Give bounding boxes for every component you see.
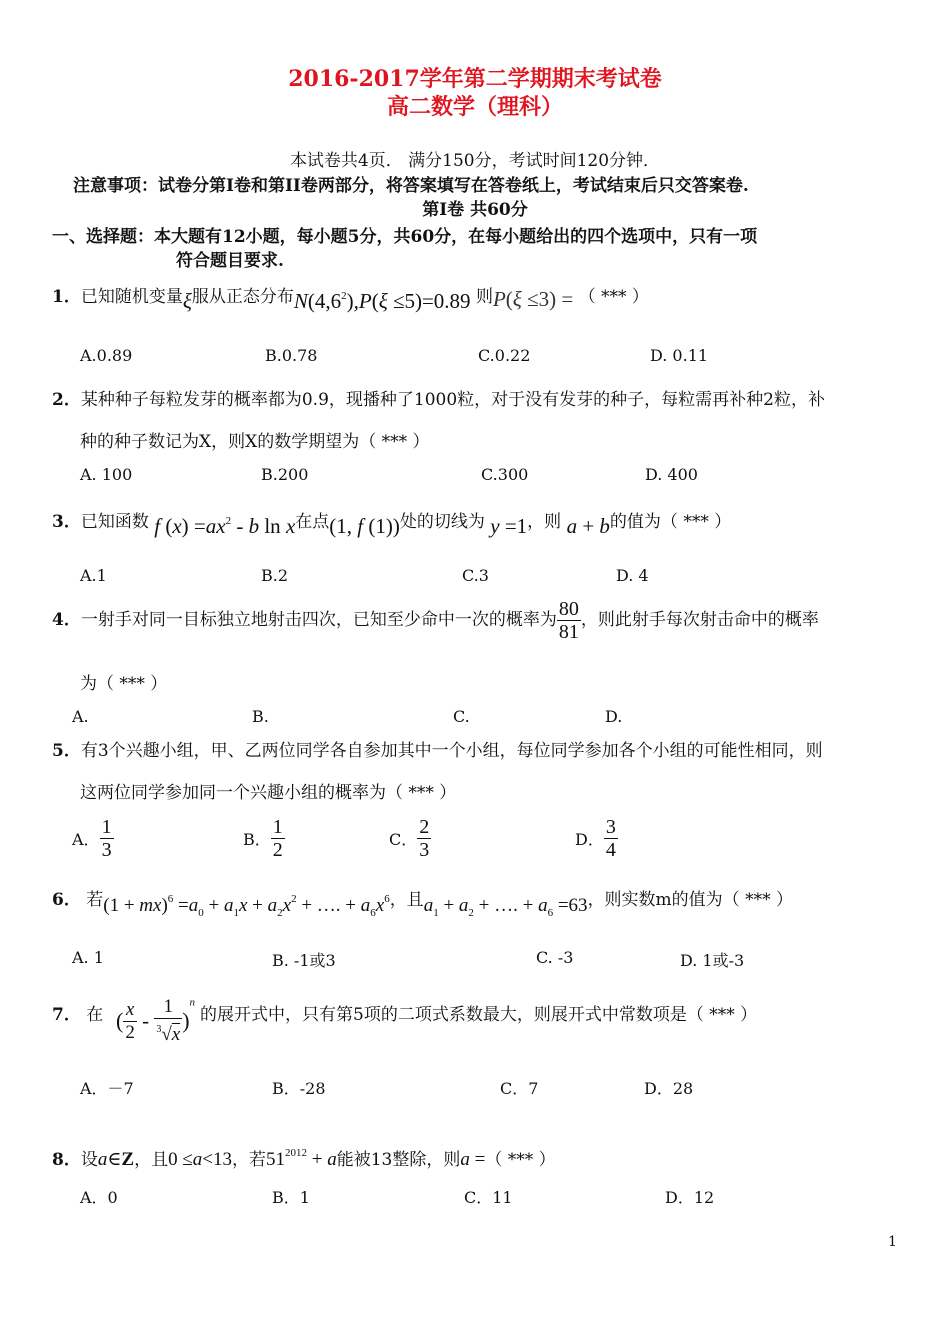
fraction-numerator: 1	[272, 816, 283, 838]
question-text: 有3个兴趣小组，甲、乙两位同学各自参加其中一个小组，每位同学参加各个小组的可能性相同，则	[80, 741, 823, 761]
option-b: B. -1或3	[272, 951, 336, 970]
question-text: 能被13整除，则	[336, 1150, 461, 1170]
question-number: 5．	[52, 741, 81, 761]
question-7-text: 的展开式中，只有第5项的二项式系数最大，则展开式中常数项是（ *** ）	[200, 1005, 758, 1025]
math-expansion: $(1 + mx)^6 =a_0 + a_1x + a_2x^2$ + …. + $a_6x^6$	[103, 893, 390, 919]
question-2-cont: 种的种子数记为X，则X的数学期望为（ *** ）	[80, 432, 430, 452]
math-membership: a∈Z	[97, 1149, 135, 1170]
math-xi: ξ	[182, 289, 192, 313]
math-binomial: ( $\frac{x}{2}$ - $\frac{1}{^3√x}$ )$^n$	[116, 996, 196, 1045]
option-label: B．	[243, 830, 271, 849]
fraction	[271, 816, 285, 861]
option-c: C.3	[462, 566, 489, 585]
option-c: C.300	[481, 465, 529, 484]
math-power: $51^{2012} + a$	[266, 1147, 337, 1170]
question-text: 已知随机变量	[80, 287, 183, 307]
question-number: 2．	[52, 390, 81, 410]
question-text: 已知函数	[80, 512, 149, 532]
question-number: 7．	[52, 1005, 81, 1025]
option-label: A．	[72, 830, 100, 849]
option-a: A. 1	[72, 948, 104, 967]
option-b: B.200	[261, 465, 309, 484]
question-text: ，且	[134, 1150, 169, 1170]
option-a: A. 100	[80, 465, 133, 484]
exam-notice: 注意事项：试卷分第Ⅰ卷和第II卷两部分，将答案填写在答卷纸上，考试结束后只交答案卷.	[73, 176, 749, 196]
question-text: ，且	[389, 890, 424, 910]
exam-title: 2016-2017学年第二学期期末考试卷	[288, 66, 662, 92]
question-text: 某种种子每粒发芽的概率都为0.9，现播种了1000粒，对于没有发芽的种子，每粒需再补种2粒，补	[80, 390, 825, 410]
answer-blank: （ *** ）	[578, 287, 649, 307]
question-text: 的值为（ *** ）	[609, 512, 732, 532]
option-c: C. -3	[536, 948, 574, 967]
question-number: 4．	[52, 610, 81, 630]
option-c: C.	[453, 707, 470, 726]
option-a	[72, 816, 114, 861]
question-text: ，则	[527, 512, 562, 532]
question-2	[52, 385, 825, 410]
question-text: ，则此射手每次射击命中的概率	[580, 610, 819, 630]
question-4-cont: 为（ *** ）	[80, 674, 168, 694]
section-heading-cont: 符合题目要求.	[176, 251, 284, 271]
section-heading: 一、选择题：本大题有12小题，每小题5分，共60分，在每小题给出的四个选项中，只有一项	[52, 227, 758, 247]
question-text: ，若	[232, 1150, 267, 1170]
question-4	[52, 598, 819, 643]
option-d: D.	[605, 707, 623, 726]
math-normal-dist: $N(4,6^2),P(\xi \le 5)=0.89$	[293, 289, 471, 313]
option-a: A.1	[80, 566, 107, 585]
option-d: D. 400	[645, 465, 698, 484]
option-a: A.	[72, 707, 89, 726]
math-coef-sum: $a_1 + a_2$ + …. + $a_6 =63$	[423, 895, 588, 919]
math-tangent: y =1	[490, 514, 528, 538]
fraction-denominator: 81	[558, 621, 579, 643]
option-label: C．	[389, 830, 418, 849]
option-b: B．1	[272, 1188, 310, 1207]
fraction	[557, 598, 581, 643]
option-b: B．-28	[272, 1079, 326, 1098]
option-c	[389, 816, 431, 861]
question-text: 服从正态分布	[191, 287, 294, 307]
question-text: 若	[86, 890, 104, 910]
question-number: 1．	[52, 287, 81, 307]
option-b: B.2	[261, 566, 289, 585]
question-text: ，则实数m的值为（ *** ）	[587, 890, 793, 910]
question-text: 在点	[295, 512, 330, 532]
option-d: D. 4	[616, 566, 649, 585]
question-number: 6．	[52, 890, 81, 910]
option-c: C.0.22	[478, 346, 531, 365]
fraction	[100, 816, 114, 861]
math-answer-var: a =	[460, 1149, 486, 1170]
option-c: C．11	[464, 1188, 513, 1207]
fraction	[417, 816, 431, 861]
option-d	[575, 816, 618, 861]
option-c: C．7	[500, 1079, 539, 1098]
question-text: 设	[80, 1150, 98, 1170]
math-prob: P(ξ ≤3) =	[492, 287, 574, 311]
option-d: D．12	[665, 1188, 715, 1207]
fraction-numerator: 2	[419, 816, 430, 838]
answer-blank: （ *** ）	[485, 1150, 556, 1170]
question-text: 一射手对同一目标独立地射击四次，已知至少命中一次的概率为	[80, 610, 557, 630]
option-a: A．－7	[80, 1079, 134, 1098]
question-number: 8．	[52, 1150, 81, 1170]
fraction-numerator: 80	[558, 598, 579, 620]
exam-subtitle: 高二数学（理科）	[386, 94, 563, 120]
question-text: 在	[86, 1005, 104, 1025]
page-number: 1	[888, 1234, 897, 1250]
option-label: D．	[575, 830, 604, 849]
question-1	[52, 282, 649, 314]
fraction-numerator: 1	[101, 816, 112, 838]
fraction-denominator: 2	[272, 839, 283, 861]
math-sum: a + b	[566, 514, 610, 538]
math-function: f $(x) =ax^2 - b$ ln x	[154, 514, 296, 538]
question-8	[52, 1145, 556, 1171]
option-d: D. 0.11	[650, 346, 709, 365]
option-a: A．0	[80, 1188, 118, 1207]
volume-heading: 第Ⅰ卷 共60分	[422, 200, 528, 220]
option-b: B.0.78	[265, 346, 318, 365]
question-number: 3．	[52, 512, 81, 532]
question-text: 处的切线为	[399, 512, 485, 532]
question-5	[52, 736, 823, 761]
fraction	[604, 816, 618, 861]
option-b	[243, 816, 285, 861]
option-d: D. 1或-3	[680, 951, 745, 970]
question-text: 则	[475, 287, 493, 307]
math-range: 0 ≤a<13	[168, 1149, 233, 1170]
exam-info: 本试卷共4页． 满分150分，考试时间120分钟．	[289, 151, 661, 171]
fraction-denominator: 3	[101, 839, 112, 861]
question-5-cont: 这两位同学参加同一个兴趣小组的概率为（ *** ）	[80, 783, 457, 803]
option-d: D．28	[644, 1079, 694, 1098]
fraction-denominator: 4	[605, 839, 616, 861]
option-a: A.0.89	[80, 346, 133, 365]
fraction-denominator: 3	[419, 839, 430, 861]
question-7	[52, 1000, 103, 1025]
question-3	[52, 507, 731, 539]
fraction-numerator: 3	[605, 816, 616, 838]
question-6	[52, 885, 793, 919]
math-point: (1, f (1))	[329, 514, 400, 538]
option-b: B.	[252, 707, 269, 726]
